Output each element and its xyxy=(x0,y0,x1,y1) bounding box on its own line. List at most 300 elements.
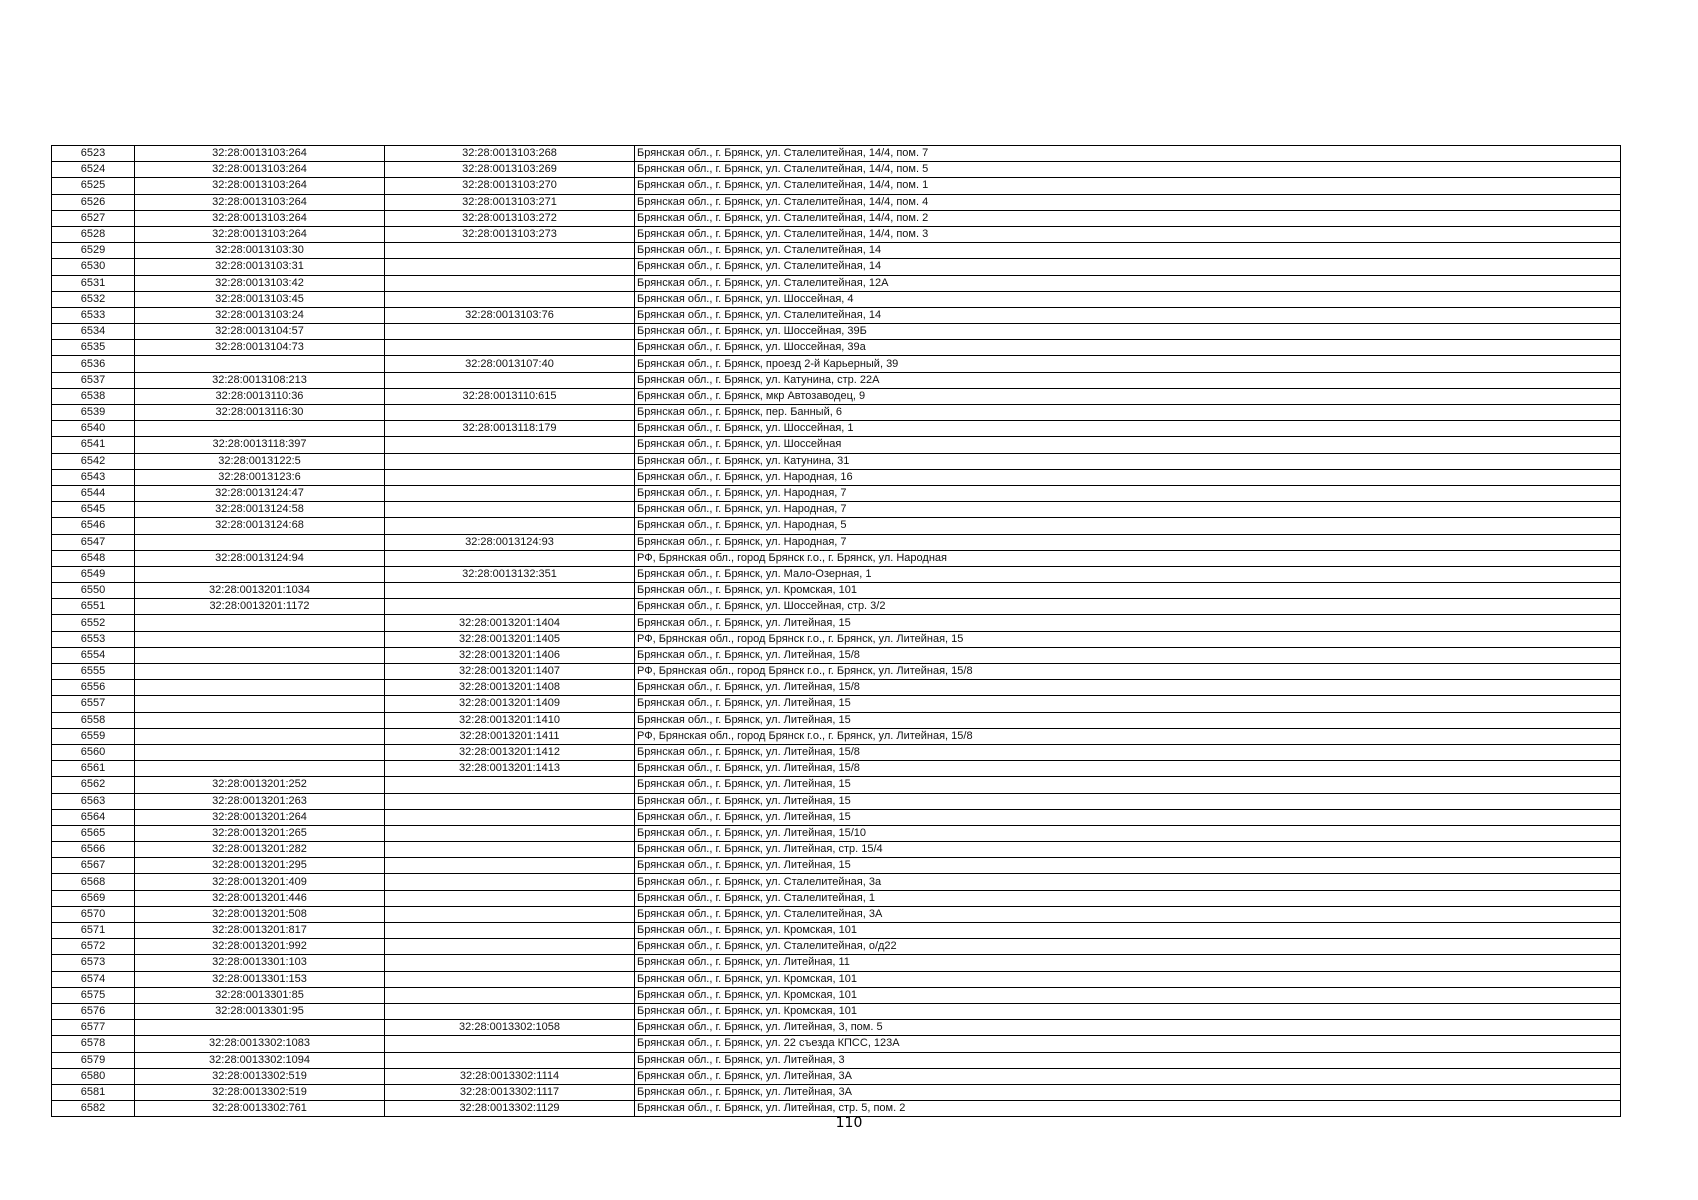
cadastral-table xyxy=(51,145,1621,1117)
object-number-cell: 32:28:0013124:93 xyxy=(385,534,635,550)
cadastral-number-cell: 32:28:0013124:58 xyxy=(135,502,385,518)
object-number-cell: 32:28:0013118:179 xyxy=(385,421,635,437)
object-number-cell: 32:28:0013107:40 xyxy=(385,356,635,372)
object-number-cell xyxy=(385,825,635,841)
table-row xyxy=(52,1036,1621,1052)
address-cell: Брянская обл., г. Брянск, ул. Литейная, 15/8 xyxy=(635,680,1621,696)
address-cell: Брянская обл., г. Брянск, ул. Катунина, 31 xyxy=(635,453,1621,469)
row-number-cell: 6548 xyxy=(52,550,135,566)
table-row xyxy=(52,631,1621,647)
address-cell: Брянская обл., г. Брянск, ул. Шоссейная xyxy=(635,437,1621,453)
table-row xyxy=(52,518,1621,534)
cadastral-number-cell: 32:28:0013103:31 xyxy=(135,259,385,275)
object-number-cell xyxy=(385,842,635,858)
address-cell: Брянская обл., г. Брянск, ул. Литейная, 15 xyxy=(635,615,1621,631)
object-number-cell xyxy=(385,906,635,922)
address-cell: Брянская обл., г. Брянск, ул. Литейная, 15 xyxy=(635,696,1621,712)
address-cell: Брянская обл., г. Брянск, ул. Кромская, 101 xyxy=(635,583,1621,599)
table-row xyxy=(52,1003,1621,1019)
address-cell: Брянская обл., г. Брянск, ул. Народная, 5 xyxy=(635,518,1621,534)
row-number-cell: 6573 xyxy=(52,955,135,971)
row-number-cell: 6561 xyxy=(52,761,135,777)
cadastral-number-cell: 32:28:0013118:397 xyxy=(135,437,385,453)
address-cell: Брянская обл., г. Брянск, ул. Сталелитейная, 14/4, пом. 2 xyxy=(635,210,1621,226)
table-row xyxy=(52,858,1621,874)
object-number-cell xyxy=(385,1036,635,1052)
row-number-cell: 6565 xyxy=(52,825,135,841)
table-row xyxy=(52,712,1621,728)
table-row xyxy=(52,226,1621,242)
cadastral-number-cell: 32:28:0013201:252 xyxy=(135,777,385,793)
cadastral-number-cell: 32:28:0013302:1083 xyxy=(135,1036,385,1052)
table-row xyxy=(52,291,1621,307)
object-number-cell xyxy=(385,405,635,421)
object-number-cell: 32:28:0013103:76 xyxy=(385,307,635,323)
table-row xyxy=(52,550,1621,566)
address-cell: Брянская обл., г. Брянск, ул. Кромская, 101 xyxy=(635,1003,1621,1019)
row-number-cell: 6527 xyxy=(52,210,135,226)
address-cell: Брянская обл., г. Брянск, ул. 22 съезда КПСС, 123А xyxy=(635,1036,1621,1052)
row-number-cell: 6551 xyxy=(52,599,135,615)
object-number-cell xyxy=(385,955,635,971)
table-row xyxy=(52,680,1621,696)
table-row xyxy=(52,1084,1621,1100)
cadastral-number-cell: 32:28:0013201:817 xyxy=(135,923,385,939)
table-row xyxy=(52,599,1621,615)
row-number-cell: 6558 xyxy=(52,712,135,728)
row-number-cell: 6574 xyxy=(52,971,135,987)
row-number-cell: 6572 xyxy=(52,939,135,955)
object-number-cell xyxy=(385,809,635,825)
table-row xyxy=(52,210,1621,226)
table-row xyxy=(52,1068,1621,1084)
row-number-cell: 6544 xyxy=(52,485,135,501)
object-number-cell xyxy=(385,243,635,259)
row-number-cell: 6528 xyxy=(52,226,135,242)
address-cell: Брянская обл., г. Брянск, ул. Сталелитейная, 14/4, пом. 7 xyxy=(635,146,1621,162)
cadastral-number-cell: 32:28:0013201:265 xyxy=(135,825,385,841)
row-number-cell: 6550 xyxy=(52,583,135,599)
cadastral-number-cell: 32:28:0013201:295 xyxy=(135,858,385,874)
table-row xyxy=(52,194,1621,210)
object-number-cell xyxy=(385,550,635,566)
object-number-cell xyxy=(385,275,635,291)
row-number-cell: 6564 xyxy=(52,809,135,825)
address-cell: Брянская обл., г. Брянск, ул. Литейная, 15 xyxy=(635,858,1621,874)
row-number-cell: 6524 xyxy=(52,162,135,178)
address-cell: Брянская обл., г. Брянск, ул. Литейная, стр. 15/4 xyxy=(635,842,1621,858)
table-row xyxy=(52,405,1621,421)
table-row xyxy=(52,923,1621,939)
cadastral-number-cell: 32:28:0013301:153 xyxy=(135,971,385,987)
table-row xyxy=(52,890,1621,906)
cadastral-number-cell: 32:28:0013104:73 xyxy=(135,340,385,356)
table-row xyxy=(52,1052,1621,1068)
cadastral-number-cell xyxy=(135,712,385,728)
object-number-cell xyxy=(385,259,635,275)
cadastral-number-cell: 32:28:0013302:519 xyxy=(135,1068,385,1084)
address-cell: РФ, Брянская обл., город Брянск г.о., г. Брянск, ул. Литейная, 15/8 xyxy=(635,728,1621,744)
row-number-cell: 6553 xyxy=(52,631,135,647)
cadastral-number-cell xyxy=(135,615,385,631)
address-cell: Брянская обл., г. Брянск, мкр Автозаводец, 9 xyxy=(635,388,1621,404)
address-cell: Брянская обл., г. Брянск, ул. Сталелитейная, 1 xyxy=(635,890,1621,906)
cadastral-number-cell: 32:28:0013124:94 xyxy=(135,550,385,566)
row-number-cell: 6580 xyxy=(52,1068,135,1084)
row-number-cell: 6552 xyxy=(52,615,135,631)
address-cell: Брянская обл., г. Брянск, ул. Народная, 7 xyxy=(635,534,1621,550)
address-cell: Брянская обл., г. Брянск, ул. Литейная, 3А xyxy=(635,1068,1621,1084)
row-number-cell: 6537 xyxy=(52,372,135,388)
address-cell: Брянская обл., г. Брянск, ул. Народная, 7 xyxy=(635,485,1621,501)
cadastral-number-cell: 32:28:0013201:1034 xyxy=(135,583,385,599)
table-row xyxy=(52,583,1621,599)
cadastral-number-cell: 32:28:0013103:264 xyxy=(135,162,385,178)
object-number-cell xyxy=(385,502,635,518)
address-cell: Брянская обл., г. Брянск, ул. Литейная, 15 xyxy=(635,809,1621,825)
table-row xyxy=(52,469,1621,485)
row-number-cell: 6549 xyxy=(52,566,135,582)
table-row xyxy=(52,874,1621,890)
table-row xyxy=(52,744,1621,760)
address-cell: Брянская обл., г. Брянск, ул. Кромская, 101 xyxy=(635,923,1621,939)
row-number-cell: 6571 xyxy=(52,923,135,939)
row-number-cell: 6567 xyxy=(52,858,135,874)
cadastral-number-cell xyxy=(135,421,385,437)
page-number: 110 xyxy=(835,1115,863,1131)
cadastral-number-cell xyxy=(135,696,385,712)
object-number-cell: 32:28:0013110:615 xyxy=(385,388,635,404)
table-row xyxy=(52,1020,1621,1036)
row-number-cell: 6531 xyxy=(52,275,135,291)
object-number-cell xyxy=(385,453,635,469)
object-number-cell: 32:28:0013103:273 xyxy=(385,226,635,242)
row-number-cell: 6536 xyxy=(52,356,135,372)
table-row xyxy=(52,615,1621,631)
cadastral-number-cell: 32:28:0013302:761 xyxy=(135,1101,385,1117)
table-row xyxy=(52,243,1621,259)
row-number-cell: 6579 xyxy=(52,1052,135,1068)
row-number-cell: 6534 xyxy=(52,324,135,340)
cadastral-number-cell: 32:28:0013103:264 xyxy=(135,194,385,210)
cadastral-number-cell: 32:28:0013201:409 xyxy=(135,874,385,890)
row-number-cell: 6563 xyxy=(52,793,135,809)
row-number-cell: 6547 xyxy=(52,534,135,550)
address-cell: Брянская обл., г. Брянск, ул. Литейная, 3 xyxy=(635,1052,1621,1068)
object-number-cell xyxy=(385,291,635,307)
cadastral-number-cell: 32:28:0013104:57 xyxy=(135,324,385,340)
cadastral-number-cell xyxy=(135,761,385,777)
address-cell: Брянская обл., г. Брянск, ул. Шоссейная, 39Б xyxy=(635,324,1621,340)
object-number-cell xyxy=(385,518,635,534)
address-cell: Брянская обл., г. Брянск, ул. Кромская, 101 xyxy=(635,971,1621,987)
address-cell: Брянская обл., г. Брянск, ул. Шоссейная, 39а xyxy=(635,340,1621,356)
object-number-cell xyxy=(385,923,635,939)
table-row xyxy=(52,971,1621,987)
cadastral-number-cell: 32:28:0013201:992 xyxy=(135,939,385,955)
object-number-cell xyxy=(385,340,635,356)
table-row xyxy=(52,647,1621,663)
object-number-cell xyxy=(385,372,635,388)
table-row xyxy=(52,372,1621,388)
address-cell: Брянская обл., г. Брянск, ул. Сталелитейная, 3а xyxy=(635,874,1621,890)
address-cell: Брянская обл., г. Брянск, ул. Литейная, 15 xyxy=(635,712,1621,728)
cadastral-number-cell: 32:28:0013201:446 xyxy=(135,890,385,906)
row-number-cell: 6570 xyxy=(52,906,135,922)
address-cell: Брянская обл., г. Брянск, ул. Литейная, 15 xyxy=(635,793,1621,809)
table-row xyxy=(52,939,1621,955)
address-cell: Брянская обл., г. Брянск, ул. Шоссейная, стр. 3/2 xyxy=(635,599,1621,615)
address-cell: Брянская обл., г. Брянск, ул. Сталелитейная, 14/4, пом. 3 xyxy=(635,226,1621,242)
cadastral-number-cell xyxy=(135,631,385,647)
cadastral-number-cell: 32:28:0013103:264 xyxy=(135,226,385,242)
table-row xyxy=(52,906,1621,922)
object-number-cell: 32:28:0013201:1407 xyxy=(385,664,635,680)
table-row xyxy=(52,955,1621,971)
row-number-cell: 6575 xyxy=(52,987,135,1003)
object-number-cell: 32:28:0013103:269 xyxy=(385,162,635,178)
cadastral-number-cell: 32:28:0013201:263 xyxy=(135,793,385,809)
address-cell: Брянская обл., г. Брянск, ул. Сталелитейная, 14 xyxy=(635,243,1621,259)
object-number-cell: 32:28:0013302:1114 xyxy=(385,1068,635,1084)
table-row xyxy=(52,388,1621,404)
table-row xyxy=(52,437,1621,453)
address-cell: Брянская обл., г. Брянск, проезд 2-й Карьерный, 39 xyxy=(635,356,1621,372)
row-number-cell: 6557 xyxy=(52,696,135,712)
cadastral-number-cell: 32:28:0013301:85 xyxy=(135,987,385,1003)
object-number-cell: 32:28:0013132:351 xyxy=(385,566,635,582)
object-number-cell xyxy=(385,437,635,453)
row-number-cell: 6555 xyxy=(52,664,135,680)
object-number-cell: 32:28:0013201:1404 xyxy=(385,615,635,631)
row-number-cell: 6526 xyxy=(52,194,135,210)
address-cell: Брянская обл., г. Брянск, ул. Сталелитейная, 14/4, пом. 4 xyxy=(635,194,1621,210)
table-row xyxy=(52,356,1621,372)
row-number-cell: 6532 xyxy=(52,291,135,307)
cadastral-number-cell: 32:28:0013103:24 xyxy=(135,307,385,323)
table-row xyxy=(52,502,1621,518)
cadastral-number-cell xyxy=(135,1020,385,1036)
address-cell: Брянская обл., г. Брянск, ул. Сталелитейная, 14/4, пом. 1 xyxy=(635,178,1621,194)
object-number-cell: 32:28:0013302:1129 xyxy=(385,1101,635,1117)
object-number-cell: 32:28:0013201:1406 xyxy=(385,647,635,663)
row-number-cell: 6569 xyxy=(52,890,135,906)
row-number-cell: 6554 xyxy=(52,647,135,663)
object-number-cell: 32:28:0013302:1117 xyxy=(385,1084,635,1100)
row-number-cell: 6542 xyxy=(52,453,135,469)
table-row xyxy=(52,485,1621,501)
address-cell: Брянская обл., г. Брянск, ул. Сталелитейная, 14 xyxy=(635,307,1621,323)
object-number-cell xyxy=(385,324,635,340)
address-cell: Брянская обл., г. Брянск, ул. Литейная, 15/10 xyxy=(635,825,1621,841)
table-row xyxy=(52,809,1621,825)
cadastral-number-cell xyxy=(135,566,385,582)
table-row xyxy=(52,793,1621,809)
object-number-cell: 32:28:0013201:1411 xyxy=(385,728,635,744)
address-cell: РФ, Брянская обл., город Брянск г.о., г. Брянск, ул. Народная xyxy=(635,550,1621,566)
cadastral-number-cell: 32:28:0013124:47 xyxy=(135,485,385,501)
cadastral-number-cell xyxy=(135,534,385,550)
cadastral-number-cell: 32:28:0013103:264 xyxy=(135,178,385,194)
address-cell: Брянская обл., г. Брянск, ул. Народная, 7 xyxy=(635,502,1621,518)
table-row xyxy=(52,987,1621,1003)
table-row xyxy=(52,825,1621,841)
cadastral-number-cell: 32:28:0013201:1172 xyxy=(135,599,385,615)
cadastral-number-cell: 32:28:0013201:264 xyxy=(135,809,385,825)
table-row xyxy=(52,275,1621,291)
table-row xyxy=(52,340,1621,356)
cadastral-number-cell: 32:28:0013103:42 xyxy=(135,275,385,291)
address-cell: Брянская обл., г. Брянск, ул. Сталелитейная, 14 xyxy=(635,259,1621,275)
address-cell: Брянская обл., г. Брянск, ул. Литейная, 11 xyxy=(635,955,1621,971)
row-number-cell: 6578 xyxy=(52,1036,135,1052)
table-row xyxy=(52,178,1621,194)
table-row xyxy=(52,162,1621,178)
object-number-cell xyxy=(385,939,635,955)
cadastral-number-cell: 32:28:0013103:30 xyxy=(135,243,385,259)
object-number-cell: 32:28:0013201:1412 xyxy=(385,744,635,760)
row-number-cell: 6533 xyxy=(52,307,135,323)
address-cell: Брянская обл., г. Брянск, ул. Шоссейная, 4 xyxy=(635,291,1621,307)
table-row xyxy=(52,566,1621,582)
address-cell: Брянская обл., г. Брянск, ул. Сталелитейная, 14/4, пом. 5 xyxy=(635,162,1621,178)
address-cell: РФ, Брянская обл., город Брянск г.о., г. Брянск, ул. Литейная, 15 xyxy=(635,631,1621,647)
cadastral-number-cell: 32:28:0013201:282 xyxy=(135,842,385,858)
object-number-cell xyxy=(385,485,635,501)
cadastral-number-cell: 32:28:0013124:68 xyxy=(135,518,385,534)
cadastral-number-cell: 32:28:0013103:264 xyxy=(135,146,385,162)
address-cell: Брянская обл., г. Брянск, ул. Сталелитейная, о/д22 xyxy=(635,939,1621,955)
cadastral-number-cell: 32:28:0013201:508 xyxy=(135,906,385,922)
address-cell: Брянская обл., г. Брянск, ул. Сталелитейная, 3А xyxy=(635,906,1621,922)
cadastral-number-cell xyxy=(135,647,385,663)
table-row xyxy=(52,761,1621,777)
object-number-cell: 32:28:0013201:1413 xyxy=(385,761,635,777)
cadastral-number-cell: 32:28:0013302:1094 xyxy=(135,1052,385,1068)
row-number-cell: 6540 xyxy=(52,421,135,437)
cadastral-number-cell: 32:28:0013123:6 xyxy=(135,469,385,485)
row-number-cell: 6560 xyxy=(52,744,135,760)
table-row xyxy=(52,259,1621,275)
row-number-cell: 6556 xyxy=(52,680,135,696)
row-number-cell: 6566 xyxy=(52,842,135,858)
row-number-cell: 6559 xyxy=(52,728,135,744)
row-number-cell: 6576 xyxy=(52,1003,135,1019)
table-row xyxy=(52,324,1621,340)
row-number-cell: 6525 xyxy=(52,178,135,194)
row-number-cell: 6535 xyxy=(52,340,135,356)
cadastral-number-cell: 32:28:0013110:36 xyxy=(135,388,385,404)
table-row xyxy=(52,696,1621,712)
address-cell: Брянская обл., г. Брянск, пер. Банный, 6 xyxy=(635,405,1621,421)
address-cell: Брянская обл., г. Брянск, ул. Литейная, 3, пом. 5 xyxy=(635,1020,1621,1036)
table-row xyxy=(52,307,1621,323)
object-number-cell xyxy=(385,971,635,987)
object-number-cell xyxy=(385,777,635,793)
table-row xyxy=(52,664,1621,680)
object-number-cell xyxy=(385,1003,635,1019)
object-number-cell xyxy=(385,890,635,906)
object-number-cell xyxy=(385,1052,635,1068)
cadastral-number-cell: 32:28:0013301:95 xyxy=(135,1003,385,1019)
table-body xyxy=(52,146,1621,1117)
row-number-cell: 6539 xyxy=(52,405,135,421)
row-number-cell: 6541 xyxy=(52,437,135,453)
object-number-cell xyxy=(385,793,635,809)
object-number-cell xyxy=(385,469,635,485)
address-cell: Брянская обл., г. Брянск, ул. Литейная, 15/8 xyxy=(635,647,1621,663)
address-cell: Брянская обл., г. Брянск, ул. Сталелитейная, 12А xyxy=(635,275,1621,291)
object-number-cell: 32:28:0013103:270 xyxy=(385,178,635,194)
address-cell: Брянская обл., г. Брянск, ул. Мало-Озерная, 1 xyxy=(635,566,1621,582)
object-number-cell: 32:28:0013201:1405 xyxy=(385,631,635,647)
table-row xyxy=(52,453,1621,469)
cadastral-number-cell: 32:28:0013103:45 xyxy=(135,291,385,307)
address-cell: Брянская обл., г. Брянск, ул. Кромская, 101 xyxy=(635,987,1621,1003)
row-number-cell: 6568 xyxy=(52,874,135,890)
row-number-cell: 6530 xyxy=(52,259,135,275)
cadastral-number-cell: 32:28:0013301:103 xyxy=(135,955,385,971)
cadastral-number-cell: 32:28:0013116:30 xyxy=(135,405,385,421)
cadastral-number-cell xyxy=(135,664,385,680)
address-cell: Брянская обл., г. Брянск, ул. Литейная, стр. 5, пом. 2 xyxy=(635,1101,1621,1117)
row-number-cell: 6523 xyxy=(52,146,135,162)
address-cell: Брянская обл., г. Брянск, ул. Катунина, стр. 22А xyxy=(635,372,1621,388)
object-number-cell: 32:28:0013201:1410 xyxy=(385,712,635,728)
row-number-cell: 6543 xyxy=(52,469,135,485)
address-cell: Брянская обл., г. Брянск, ул. Литейная, 3А xyxy=(635,1084,1621,1100)
row-number-cell: 6582 xyxy=(52,1101,135,1117)
row-number-cell: 6546 xyxy=(52,518,135,534)
address-cell: Брянская обл., г. Брянск, ул. Литейная, 15/8 xyxy=(635,761,1621,777)
object-number-cell xyxy=(385,599,635,615)
table-row xyxy=(52,146,1621,162)
cadastral-number-cell xyxy=(135,356,385,372)
cadastral-number-cell xyxy=(135,680,385,696)
object-number-cell: 32:28:0013103:271 xyxy=(385,194,635,210)
cadastral-number-cell: 32:28:0013108:213 xyxy=(135,372,385,388)
object-number-cell xyxy=(385,858,635,874)
address-cell: Брянская обл., г. Брянск, ул. Литейная, 15/8 xyxy=(635,744,1621,760)
table-row xyxy=(52,421,1621,437)
table-row xyxy=(52,842,1621,858)
row-number-cell: 6562 xyxy=(52,777,135,793)
address-cell: Брянская обл., г. Брянск, ул. Народная, 16 xyxy=(635,469,1621,485)
table-row xyxy=(52,534,1621,550)
address-cell: Брянская обл., г. Брянск, ул. Шоссейная, 1 xyxy=(635,421,1621,437)
row-number-cell: 6538 xyxy=(52,388,135,404)
object-number-cell: 32:28:0013302:1058 xyxy=(385,1020,635,1036)
cadastral-number-cell: 32:28:0013122:5 xyxy=(135,453,385,469)
cadastral-number-cell xyxy=(135,744,385,760)
table-row xyxy=(52,728,1621,744)
table-row xyxy=(52,777,1621,793)
object-number-cell: 32:28:0013103:268 xyxy=(385,146,635,162)
object-number-cell: 32:28:0013103:272 xyxy=(385,210,635,226)
row-number-cell: 6545 xyxy=(52,502,135,518)
row-number-cell: 6529 xyxy=(52,243,135,259)
cadastral-number-cell xyxy=(135,728,385,744)
object-number-cell xyxy=(385,583,635,599)
cadastral-number-cell: 32:28:0013103:264 xyxy=(135,210,385,226)
address-cell: РФ, Брянская обл., город Брянск г.о., г. Брянск, ул. Литейная, 15/8 xyxy=(635,664,1621,680)
row-number-cell: 6581 xyxy=(52,1084,135,1100)
address-cell: Брянская обл., г. Брянск, ул. Литейная, 15 xyxy=(635,777,1621,793)
object-number-cell: 32:28:0013201:1408 xyxy=(385,680,635,696)
object-number-cell: 32:28:0013201:1409 xyxy=(385,696,635,712)
cadastral-number-cell: 32:28:0013302:519 xyxy=(135,1084,385,1100)
object-number-cell xyxy=(385,987,635,1003)
